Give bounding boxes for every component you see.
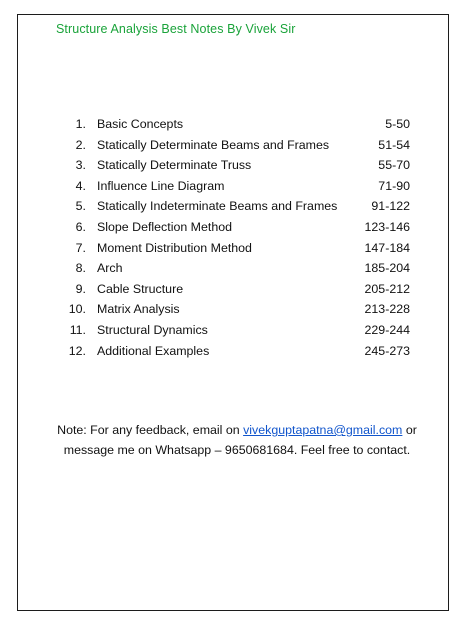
toc-item-number: 2.	[75, 137, 86, 152]
feedback-note-line-1	[0, 420, 474, 440]
toc-item-pages: 71-90	[378, 178, 410, 193]
toc-item-label: Statically Indeterminate Beams and Frames	[97, 199, 338, 214]
toc-item-number: 12.	[68, 343, 86, 358]
toc-item-label: Statically Determinate Truss	[97, 158, 252, 173]
toc-item-label: Structural Dynamics	[97, 323, 208, 337]
toc-item	[0, 135, 474, 155]
email-link[interactable]: vivekguptapatna@gmail.com	[243, 423, 403, 437]
toc-item	[0, 279, 474, 299]
toc-item-pages: 91-122	[371, 199, 410, 214]
toc-item	[0, 341, 474, 361]
toc-item	[0, 114, 474, 134]
toc-item-pages: 123-146	[364, 220, 410, 234]
toc-item	[0, 238, 474, 258]
toc-item	[0, 258, 474, 278]
toc-item	[0, 176, 474, 196]
toc-item	[0, 320, 474, 340]
feedback-note-prefix: Note: For any feedback, email on	[57, 423, 244, 437]
feedback-note-suffix: or	[402, 423, 417, 437]
toc-item-number: 3.	[75, 158, 86, 173]
toc-item-label: Basic Concepts	[97, 117, 184, 131]
toc-item-label: Matrix Analysis	[97, 302, 180, 317]
toc-item-pages: 213-228	[364, 302, 410, 317]
toc-item-label: Statically Determinate Beams and Frames	[97, 137, 330, 152]
toc-item-number: 1.	[75, 117, 86, 131]
toc-item	[0, 155, 474, 175]
toc-item-pages: 245-273	[364, 343, 410, 358]
toc-item-pages: 5-50	[385, 117, 410, 131]
toc-item-pages: 147-184	[364, 240, 410, 255]
toc-item-pages: 205-212	[364, 281, 410, 296]
toc-item-label: Slope Deflection Method	[97, 220, 233, 234]
toc-item-pages: 229-244	[364, 323, 410, 337]
toc-item-label: Cable Structure	[97, 281, 184, 296]
toc-item-label: Moment Distribution Method	[97, 240, 252, 255]
toc-item-number: 11.	[69, 323, 86, 337]
toc-item	[0, 299, 474, 319]
document-header-title: Structure Analysis Best Notes By Vivek Sir	[56, 22, 296, 36]
toc-item-pages: 51-54	[378, 137, 410, 152]
feedback-note-line-2: message me on Whatsapp – 9650681684. Feel free to contact.	[63, 443, 411, 457]
toc-item-label: Additional Examples	[97, 343, 210, 358]
toc-item-number: 6.	[75, 220, 86, 234]
toc-item	[0, 217, 474, 237]
toc-item-number: 10.	[68, 302, 86, 317]
toc-item-number: 7.	[75, 240, 86, 255]
toc-item-pages: 185-204	[364, 261, 410, 276]
toc-item-pages: 55-70	[378, 158, 410, 173]
toc-item-label: Influence Line Diagram	[97, 178, 225, 193]
toc-item	[0, 196, 474, 216]
toc-item-label: Arch	[97, 261, 123, 276]
toc-item-number: 5.	[75, 199, 86, 214]
toc-item-number: 4.	[75, 178, 86, 193]
toc-item-number: 8.	[75, 261, 86, 276]
toc-item-number: 9.	[75, 281, 86, 296]
